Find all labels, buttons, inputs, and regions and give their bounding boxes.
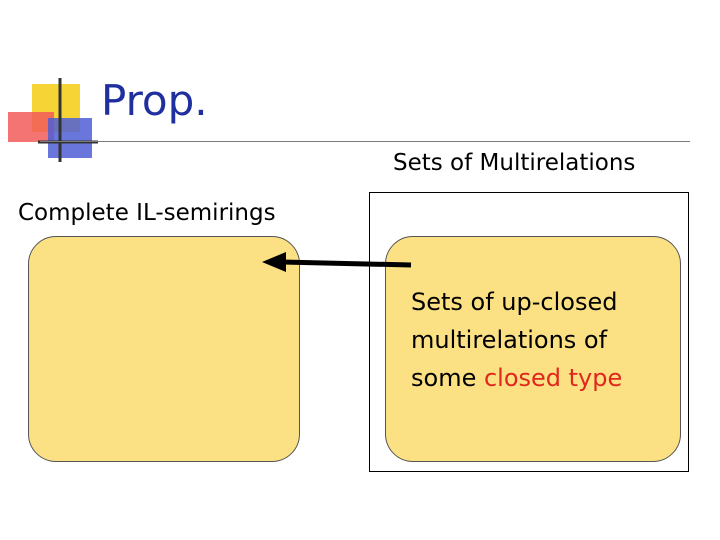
title-divider: [40, 141, 690, 142]
sets-of-multirelations-label: Sets of Multirelations: [393, 150, 636, 176]
inner-text-line-1: Sets of up-closed: [411, 288, 618, 316]
inner-text-line-3-plain: some: [411, 364, 484, 392]
complete-il-semirings-label: Complete IL-semirings: [18, 200, 276, 226]
slide-logo-icon: [0, 0, 110, 170]
slide-title: Prop.: [101, 76, 208, 125]
closed-type-highlight: closed type: [483, 364, 623, 392]
inner-text-line-3: [411, 359, 622, 397]
il-semirings-shape: [28, 236, 300, 462]
up-closed-multirelations-text: [411, 283, 622, 397]
inner-text-line-2: multirelations of: [411, 326, 608, 354]
